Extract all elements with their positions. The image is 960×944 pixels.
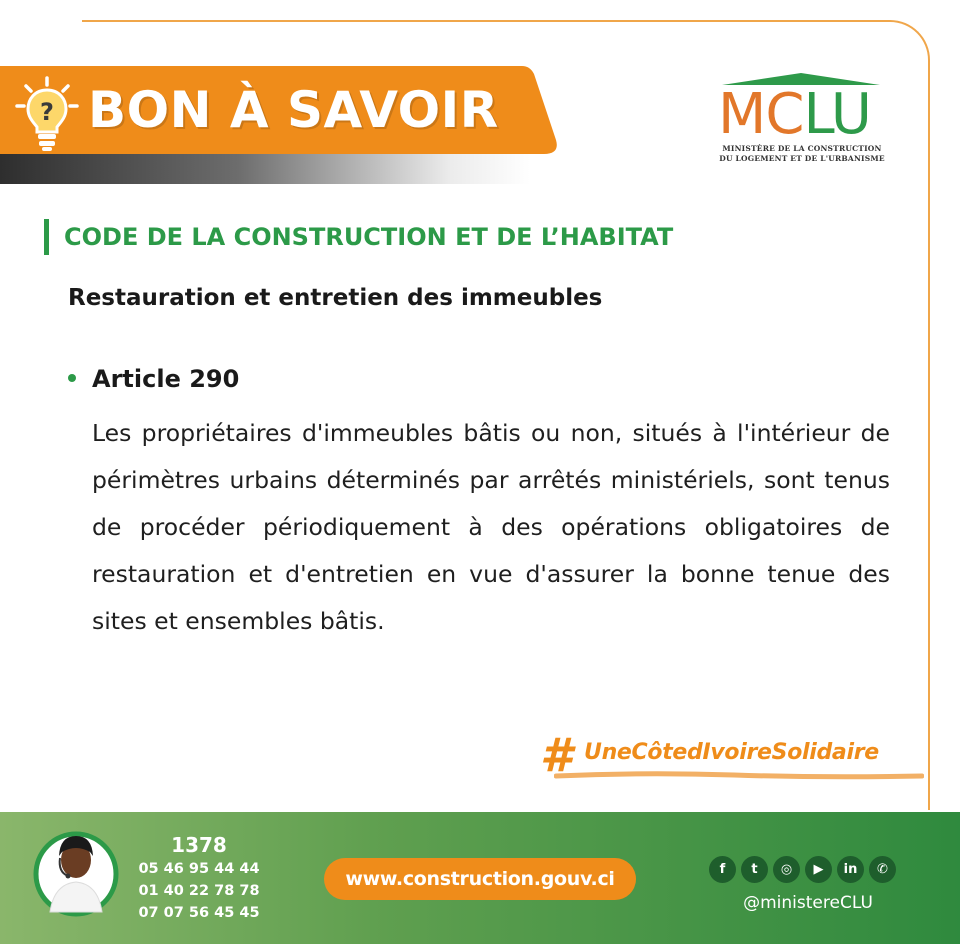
twitter-icon[interactable]: t xyxy=(741,856,768,883)
section-title: CODE DE LA CONSTRUCTION ET DE L’HABITAT xyxy=(64,223,674,251)
page-title: BON À SAVOIR xyxy=(88,81,499,139)
phone-number: 01 40 22 78 78 xyxy=(138,883,260,899)
call-center-agent-avatar xyxy=(32,822,120,922)
hotline-number: 1378 xyxy=(171,833,227,857)
instagram-icon[interactable]: ◎ xyxy=(773,856,800,883)
phone-number: 07 07 56 45 45 xyxy=(138,905,260,921)
article-body: Les propriétaires d'immeubles bâtis ou non, situés à l'intérieur de périmètres urbains déterminés par arrêtés ministériels, sont tenus de procéder périodiquement à des opérations obligatoires de restauration et d'entretien en vue d'assurer la bonne tenue des sites et ensembles bâtis. xyxy=(92,419,890,635)
article-label: Article 290 xyxy=(92,365,240,393)
hashtag-block xyxy=(540,730,920,780)
linkedin-icon[interactable]: in xyxy=(837,856,864,883)
section-marker xyxy=(44,219,49,255)
website-link[interactable]: www.construction.gouv.ci xyxy=(345,868,615,890)
youtube-icon[interactable]: ▶ xyxy=(805,856,832,883)
hashtag-text: UneCôtedIvoireSolidaire xyxy=(584,740,879,765)
section-subtitle: Restauration et entretien des immeubles xyxy=(68,285,603,311)
lightbulb-question-icon xyxy=(14,76,80,152)
contact-phones xyxy=(134,832,264,924)
logo-subtitle: MINISTÈRE DE LA CONSTRUCTION DU LOGEMENT ET DE L'URBANISME xyxy=(719,144,885,163)
banner-shadow xyxy=(0,150,530,184)
facebook-icon[interactable]: f xyxy=(709,856,736,883)
mclu-logo xyxy=(718,72,888,172)
phone-number: 05 46 95 44 44 xyxy=(138,861,260,877)
phone-icon[interactable]: ✆ xyxy=(869,856,896,883)
hashtag-symbol: # xyxy=(540,728,573,782)
social-icons xyxy=(709,856,905,884)
svg-text:?: ? xyxy=(40,98,54,126)
bullet-icon xyxy=(68,374,76,382)
brush-stroke xyxy=(554,770,924,782)
social-handle: @ministereCLU xyxy=(743,893,873,913)
banner-tip xyxy=(500,66,560,154)
logo-wordmark: MCLU xyxy=(718,82,871,147)
